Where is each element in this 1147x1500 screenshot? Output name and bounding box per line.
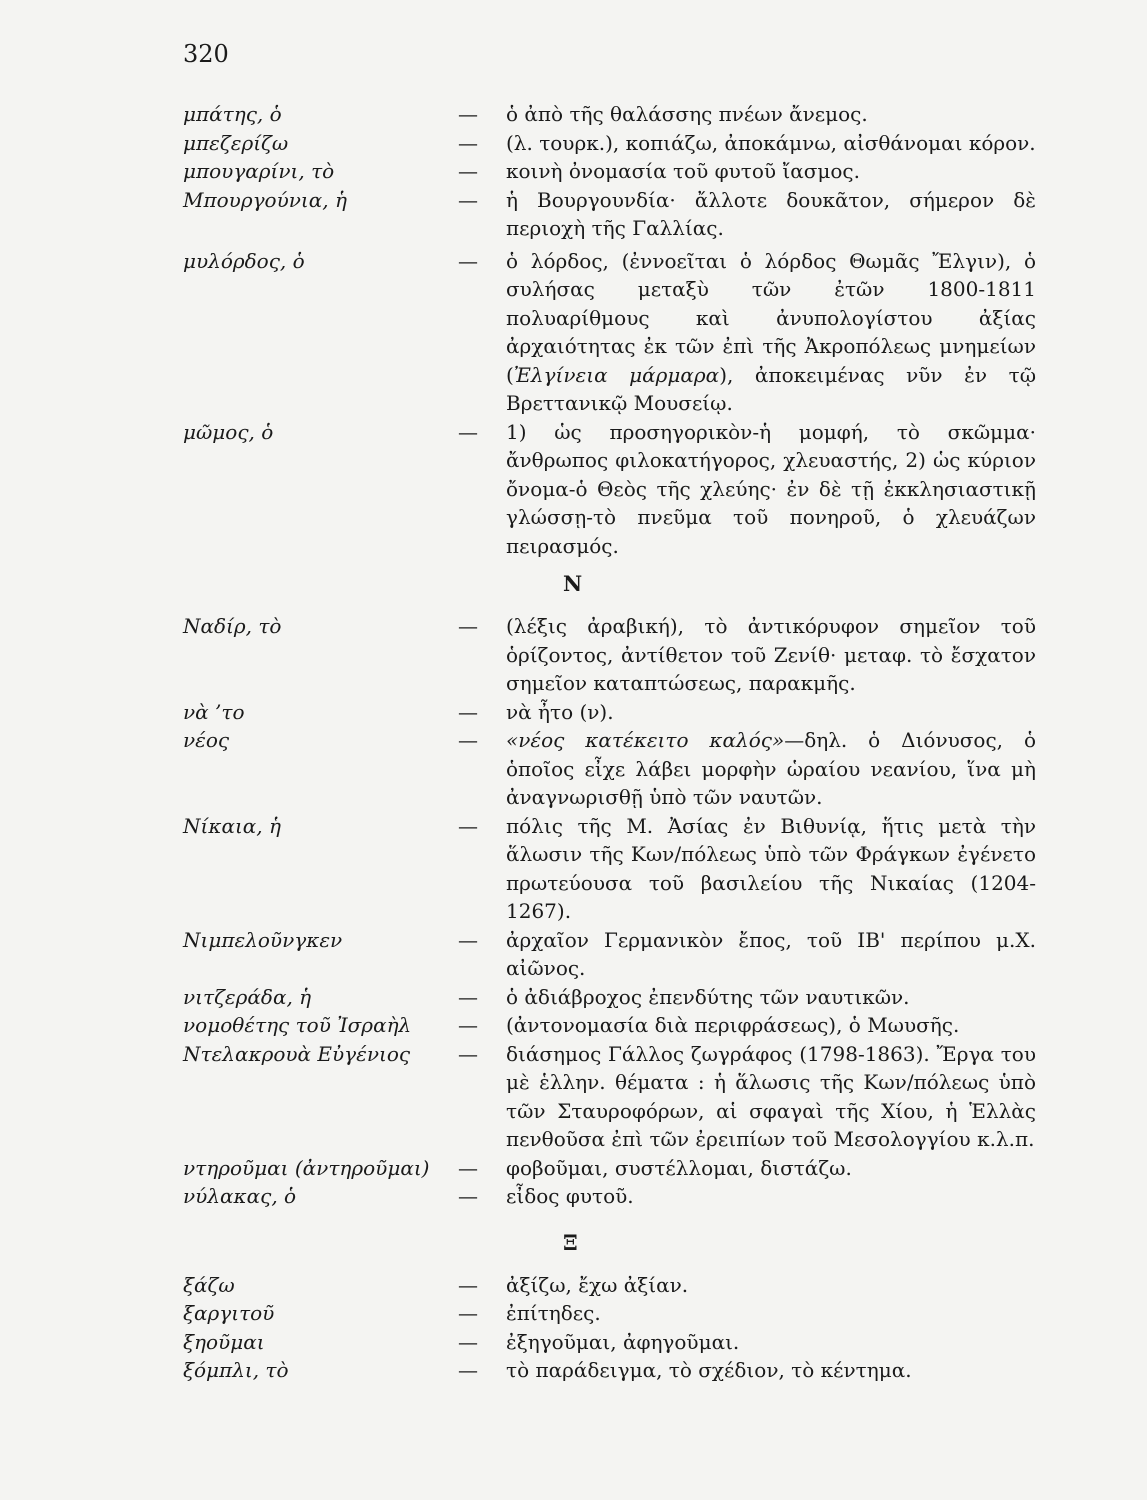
entry-definition: ἐξηγοῦμαι, ἀφηγοῦμαι.	[506, 1329, 740, 1354]
entry-dash: —	[458, 1184, 478, 1208]
glossary-entry	[183, 698, 1043, 727]
entry-term: μπουγαρίνι, τὸ	[183, 159, 335, 183]
glossary-entry	[183, 1154, 1043, 1183]
entry-definition: τὸ παράδειγμα, τὸ σχέδιον, τὸ κέντημα.	[506, 1358, 912, 1382]
entry-dash: —	[458, 984, 478, 1009]
entry-term: νύλακας, ὁ	[183, 1184, 297, 1208]
entry-definition: ὁ ἀπὸ τῆς θαλάσσης πνέων ἄνεμος.	[506, 102, 868, 126]
entry-dash: —	[458, 187, 478, 212]
entry-definition-tail: —δηλ. ὁ Διόνυσος, ὁ ὁποῖος εἶχε λάβει μορφὴν ὡραίου νεανίου, ἵνα μὴ ἀναγνωρισθῇ ὑπὸ τῶν ναυτῶν.	[506, 728, 1036, 809]
glossary-entry	[183, 812, 1043, 926]
entry-definition	[506, 726, 1036, 812]
entry-term: νομοθέτης τοῦ Ἰσραὴλ	[183, 1013, 412, 1037]
entry-dash: —	[458, 1013, 478, 1037]
glossary-entry	[183, 418, 1043, 561]
entry-dash: —	[458, 699, 478, 724]
entry-dash: —	[458, 1041, 478, 1066]
entry-term: ξηοῦμαι	[183, 1329, 265, 1354]
glossary-entry	[183, 1271, 1043, 1300]
entry-definition: (λ. τουρκ.), κοπιάζω, ἀποκάμνω, αἰσθάνομαι κόρον.	[506, 130, 1036, 155]
entry-term: ξάζω	[183, 1272, 235, 1297]
entry-term: ξαργιτοῦ	[183, 1301, 275, 1325]
entry-dash: —	[458, 1329, 478, 1354]
glossary-entries	[183, 100, 1043, 1385]
glossary-entry	[183, 1011, 1043, 1040]
glossary-entry	[183, 157, 1043, 186]
entry-definition: φοβοῦμαι, συστέλλομαι, διστάζω.	[506, 1155, 852, 1180]
entry-dash: —	[458, 159, 478, 183]
glossary-entry	[183, 726, 1043, 812]
entry-term: μπεζερίζω	[183, 130, 289, 155]
entry-term: Ναδίρ, τὸ	[183, 614, 282, 638]
glossary-entry	[183, 186, 1043, 243]
entry-term: μῶμος, ὁ	[183, 419, 274, 444]
entry-definition: διάσημος Γάλλος ζωγράφος (1798-1863). Ἔργα του μὲ ἑλλην. θέματα : ἡ ἅλωσις τῆς Κων/πόλεως ὑπὸ τῶν Σταυροφόρων, αἱ σφαγαὶ τῆς Χίου, ἡ Ἑλλὰς πενθοῦσα ἐπὶ τῶν ἐρειπίων τοῦ Μεσολογγίου κ.λ.π.	[506, 1041, 1036, 1151]
entry-definition-italic: Ἐλγίνεια μάρμαρα	[513, 362, 720, 387]
entry-definition: νὰ ἦτο (ν).	[506, 699, 614, 724]
entry-dash: —	[458, 102, 478, 126]
entry-term: Μπουργούνια, ἡ	[183, 187, 347, 212]
glossary-entry	[183, 247, 1043, 418]
page-number: 320	[183, 40, 229, 68]
entry-term: μυλόρδος, ὁ	[183, 248, 305, 273]
section-letter-xi: Ξ	[563, 1229, 578, 1255]
glossary-entry	[183, 1299, 1043, 1328]
entry-term: νὰ ’το	[183, 699, 245, 724]
entry-definition: ἡ Βουργουνδία· ἄλλοτε δουκᾶτον, σήμερον δὲ περιοχὴ τῆς Γαλλίας.	[506, 187, 1036, 240]
entry-definition-text: ὁ λόρδος, (ἐννοεῖται ὁ λόρδος Θωμᾶς Ἔλγιν), ὁ συλήσας μεταξὺ τῶν ἐτῶν 1800-1811 πολυαρίθμους καὶ ἀνυπολογίστου ἀξίας ἀρχαιότητας ἐκ τῶν ἐπὶ τῆς Ἀκροπόλεως μνημείων (	[506, 248, 1036, 387]
entry-definition: (λέξις ἀραβική), τὸ ἀντικόρυφον σημεῖον τοῦ ὁρίζοντος, ἀντίθετον τοῦ Ζενίθ· μεταφ. τὸ ἔσχατον σημεῖον καταπτώσεως, παρακμῆς.	[506, 614, 1036, 695]
entry-dash: —	[458, 1358, 478, 1382]
glossary-entry	[183, 926, 1043, 983]
glossary-entry	[183, 129, 1043, 158]
section-letter-nu: Ν	[563, 571, 583, 596]
entry-term: ντηροῦμαι (ἀντηροῦμαι)	[183, 1155, 430, 1180]
entry-term: Νίκαια, ἡ	[183, 813, 282, 838]
entry-definition-tail: ), ἀποκειμένας νῦν ἐν τῷ Βρεττανικῷ Μουσείῳ.	[506, 362, 1036, 415]
entry-term: Ντελακρουὰ Εὐγένιος	[183, 1041, 411, 1066]
entry-definition-italic: «νέος κατέκειτο καλός»	[506, 728, 785, 752]
entry-dash: —	[458, 927, 478, 952]
entry-term: μπάτης, ὁ	[183, 102, 282, 126]
glossary-entry	[183, 100, 1043, 129]
entry-dash: —	[458, 1301, 478, 1325]
entry-term: νιτζεράδα, ἡ	[183, 984, 312, 1009]
entry-term: νέος	[183, 728, 230, 752]
entry-dash: —	[458, 130, 478, 155]
entry-definition: ὁ ἀδιάβροχος ἐπενδύτης τῶν ναυτικῶν.	[506, 984, 910, 1009]
entry-definition	[506, 247, 1036, 418]
glossary-entry	[183, 612, 1043, 698]
entry-dash: —	[458, 1155, 478, 1180]
glossary-entry	[183, 983, 1043, 1012]
entry-dash: —	[458, 728, 478, 752]
glossary-entry	[183, 1328, 1043, 1357]
entry-dash: —	[458, 248, 478, 273]
entry-definition: (ἀντονομασία διὰ περιφράσεως), ὁ Μωυσῆς.	[506, 1013, 960, 1037]
entry-definition: ἀρχαῖον Γερμανικὸν ἔπος, τοῦ ΙΒ' περίπου μ.Χ. αἰῶνος.	[506, 927, 1036, 980]
entry-term: Νιμπελοῦνγκεν	[183, 927, 343, 952]
glossary-entry	[183, 1356, 1043, 1385]
entry-definition: εἶδος φυτοῦ.	[506, 1184, 634, 1208]
entry-dash: —	[458, 419, 478, 444]
entry-definition: κοινὴ ὀνομασία τοῦ φυτοῦ ἴασμος.	[506, 159, 860, 183]
entry-definition: πόλις τῆς Μ. Ἀσίας ἐν Βιθυνίᾳ, ἥτις μετὰ τὴν ἅλωσιν τῆς Κων/πόλεως ὑπὸ τῶν Φράγκων ἐγένετο πρωτεύουσα τοῦ βασιλείου τῆς Νικαίας (1204-1267).	[506, 813, 1036, 923]
entry-dash: —	[458, 813, 478, 838]
glossary-entry	[183, 1040, 1043, 1154]
entry-definition: ἐπίτηδες.	[506, 1301, 601, 1325]
entry-definition: ἀξίζω, ἔχω ἀξίαν.	[506, 1272, 689, 1297]
entry-dash: —	[458, 1272, 478, 1297]
glossary-entry	[183, 1182, 1043, 1211]
entry-definition: 1) ὡς προσηγορικὸν-ἡ μομφή, τὸ σκῶμμα· ἄνθρωπος φιλοκατήγορος, χλευαστής, 2) ὡς κύριον ὄνομα-ὁ Θεὸς τῆς χλεύης· ἐν δὲ τῇ ἐκκλησιαστικῇ γλώσσῃ-τὸ πνεῦμα τοῦ πονηροῦ, ὁ χλευάζων πειρασμός.	[506, 419, 1036, 558]
entry-term: ξόμπλι, τὸ	[183, 1358, 289, 1382]
entry-dash: —	[458, 614, 478, 638]
